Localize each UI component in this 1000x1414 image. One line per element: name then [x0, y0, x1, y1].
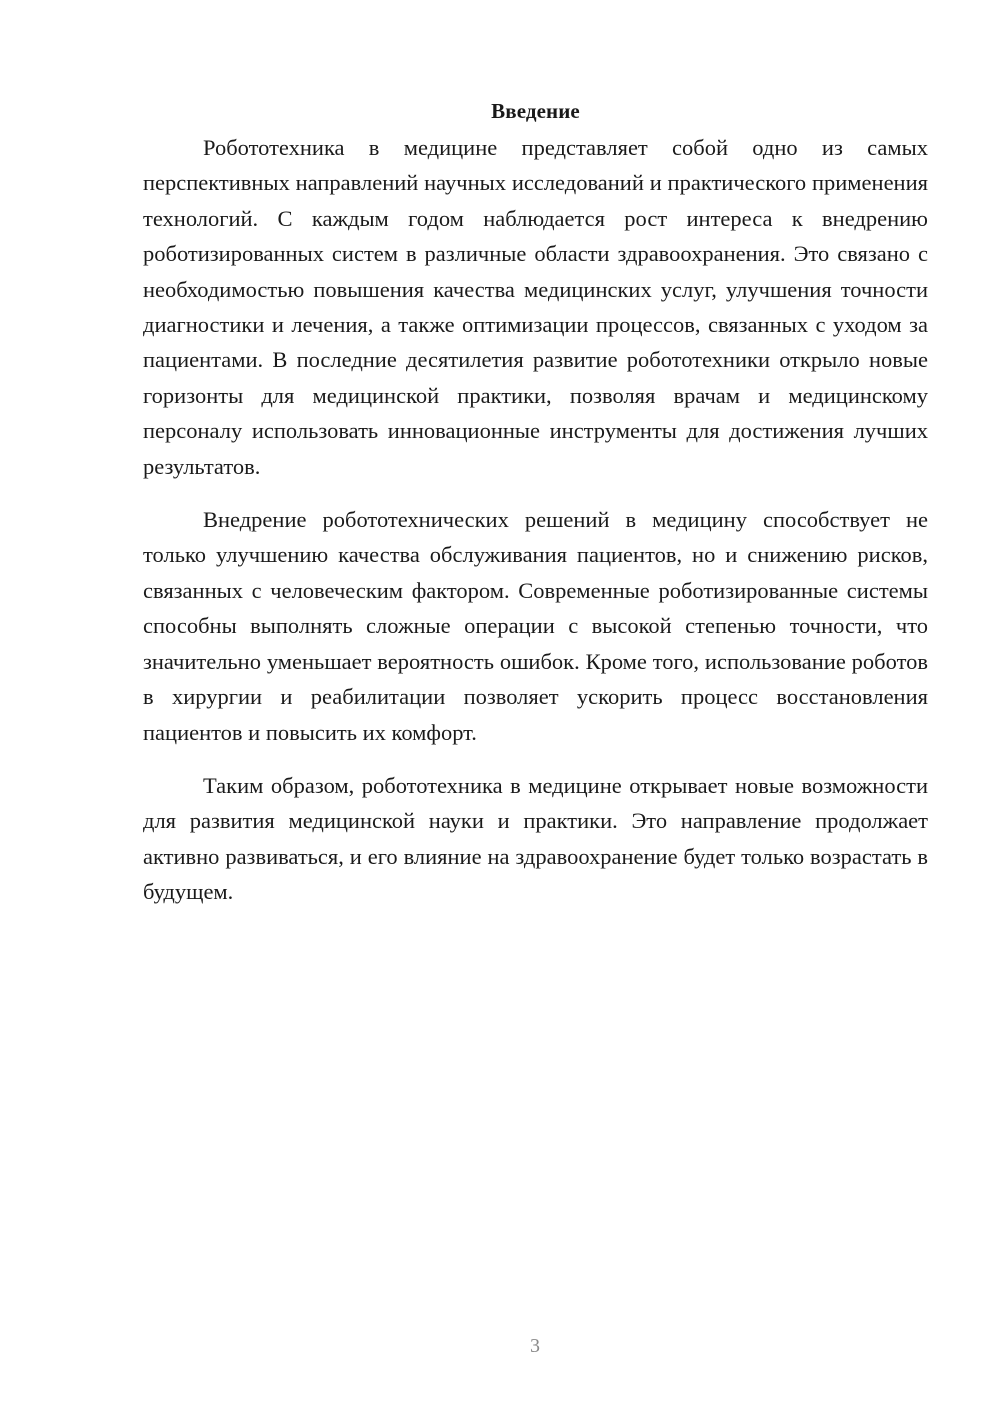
page-number: 3 — [530, 1335, 540, 1357]
paragraph-2: Внедрение робототехнических решений в медицину способствует не только улучшению качества обслуживания пациентов, но и снижению рисков, связанных с человеческим фактором. Современные роботизированные системы способны выполнять сложные операции с высокой степенью точности, что значительно уменьшает вероятность ошибок. Кроме того, использование роботов в хирургии и реабилитации позволяет ускорить процесс восстановления пациентов и повысить их комфорт. — [143, 507, 928, 745]
paragraph-3: Таким образом, робототехника в медицине открывает новые возможности для развития медицинской науки и практики. Это направление продолжает активно развиваться, и его влияние на здравоохранение будет только возрастать в будущем. — [143, 772, 928, 905]
section-heading: Введение — [491, 99, 580, 123]
page-content — [143, 96, 928, 910]
paragraph-1: Робототехника в медицине представляет собой одно из самых перспективных направлений научных исследований и практического применения технологий. С каждым годом наблюдается рост интереса к внедрению роботизированных систем в различные области здравоохранения. Это связано с необходимостью повышения качества медицинских услуг, улучшения точности диагностики и лечения, а также оптимизации процессов, связанных с уходом за пациентами. В последние десятилетия развитие робототехники открыло новые горизонты для медицинской практики, позволяя врачам и медицинскому персоналу использовать инновационные инструменты для достижения лучших результатов. — [143, 135, 928, 479]
